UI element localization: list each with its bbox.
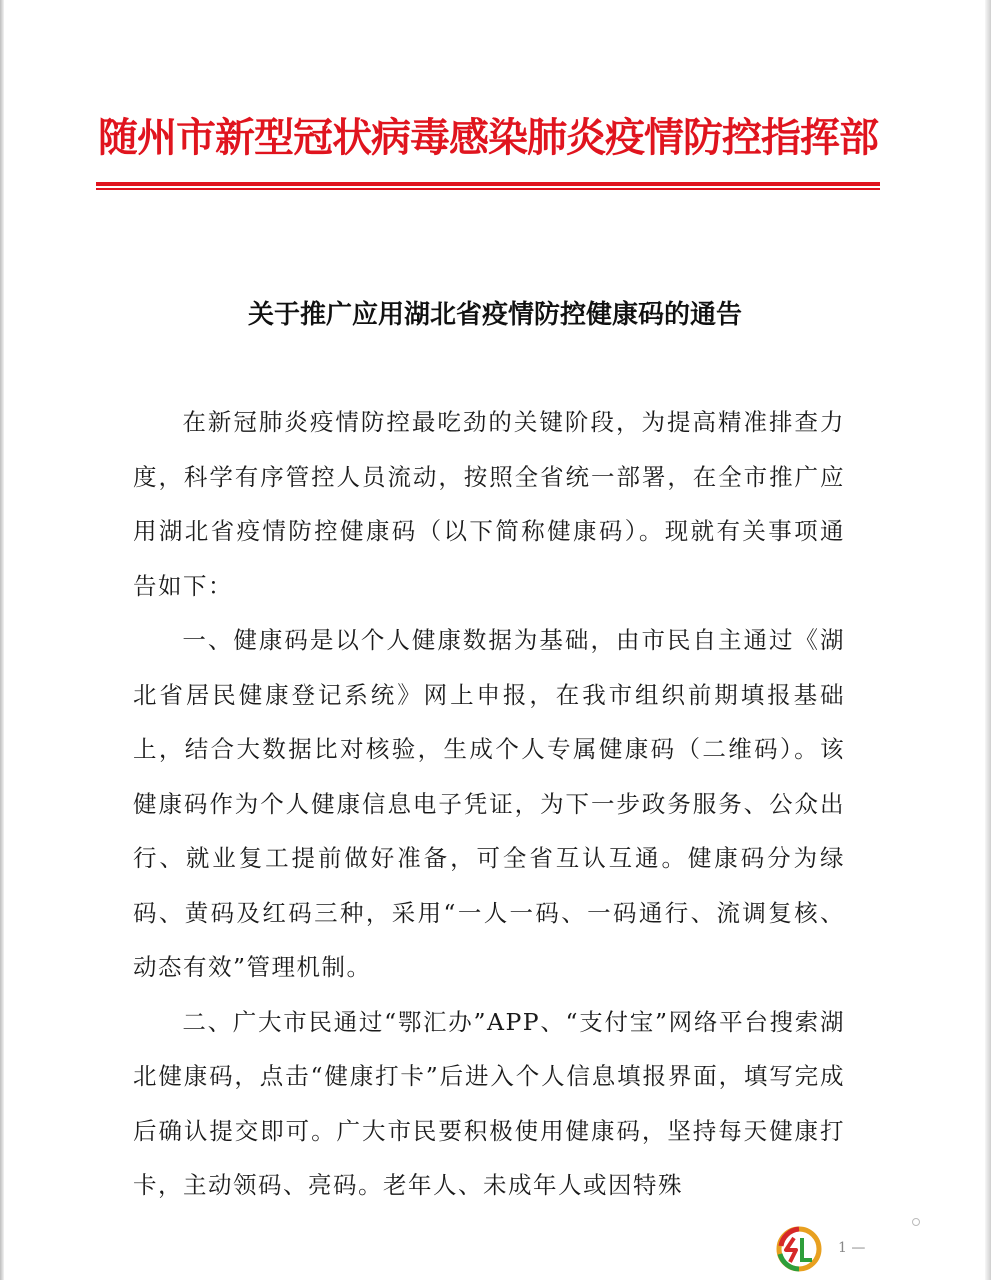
notice-body xyxy=(133,395,845,1213)
header-rule-thin xyxy=(96,188,880,190)
paragraph-item-2: 二、广大市民通过“鄂汇办”APP、“支付宝”网络平台搜索湖北健康码，点击“健康打卡”后进入个人信息填报界面，填写完成后确认提交即可。广大市民要积极使用健康码，坚持每天健康打卡，主动领码、亮码。老年人、未成年人或因特殊 xyxy=(133,1007,845,1199)
scan-dot-mark xyxy=(912,1218,920,1226)
paragraph-intro: 在新冠肺炎疫情防控最吃劲的关键阶段，为提高精准排查力度，科学有序管控人员流动，按照全省统一部署，在全市推广应用湖北省疫情防控健康码（以下简称健康码）。现就有关事项通告如下： xyxy=(133,408,845,600)
header-red-rule xyxy=(96,182,880,192)
sl-watermark-logo-icon xyxy=(772,1224,826,1274)
issuer-header-title: 随州市新型冠状病毒感染肺炎疫情防控指挥部 xyxy=(98,114,878,161)
page-number-mark: 1 — xyxy=(838,1240,866,1256)
page-edge-right xyxy=(985,0,991,1280)
notice-title: 关于推广应用湖北省疫情防控健康码的通告 xyxy=(247,300,742,330)
paragraph-item-1: 一、健康码是以个人健康数据为基础，由市民自主通过《湖北省居民健康登记系统》网上申报，在我市组织前期填报基础上，结合大数据比对核验，生成个人专属健康码（二维码）。该健康码作为个人健康信息电子凭证，为下一步政务服务、公众出行、就业复工提前做好准备，可全省互认互通。健康码分为绿码、黄码及红码三种，采用“一人一码、一码通行、流调复核、动态有效”管理机制。 xyxy=(133,626,845,981)
header-rule-thick xyxy=(96,182,880,186)
page-edge-left xyxy=(0,0,4,1280)
